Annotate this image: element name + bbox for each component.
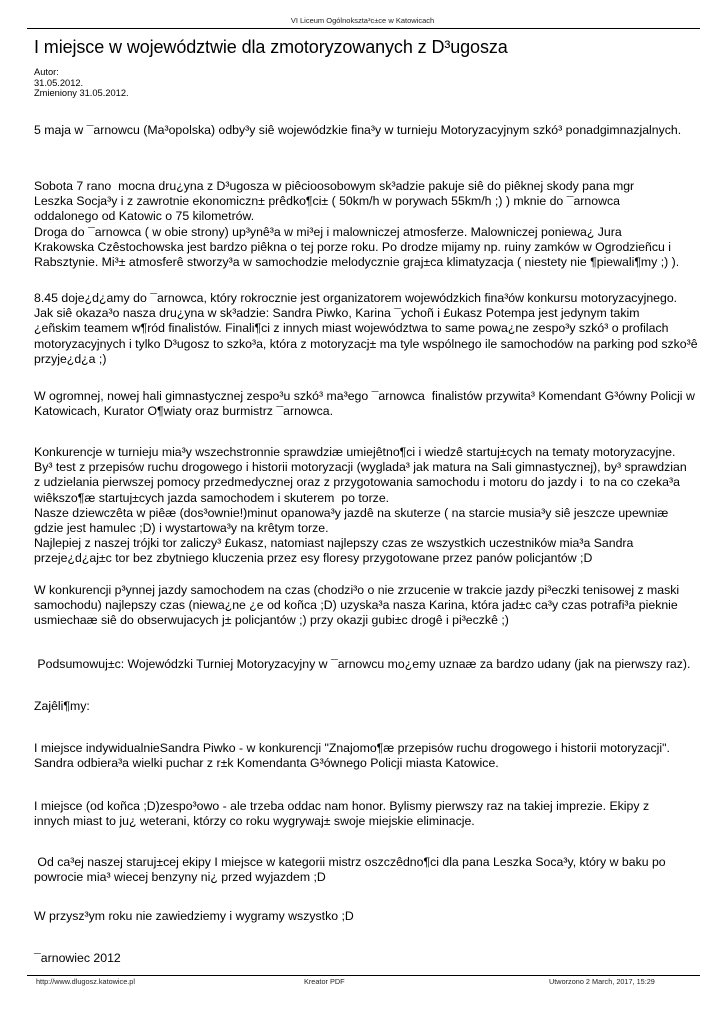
paragraph-line: Rabsztynie. Mi³± atmosferê stworzy³a w samochodzie melodycznie graj±ca klimatyzacja ( niestety nie ¶piewali¶my ;) ). — [34, 255, 680, 270]
paragraph-line: samochodu) najlepszy czas (niewa¿ne ¿e od koñca ;D) uzyska³a nasza Karina, która jad±c ca³y czas potrafi³a pieknie — [34, 598, 678, 613]
article-paragraph — [34, 799, 649, 829]
article-paragraph — [34, 583, 679, 629]
paragraph-line: Nasze dziewczêta w piêæ (dos³ownie!)minut opanowa³y jazdê na skuterze ( na starcie musia³y siê jeszcze upewniæ — [34, 505, 669, 520]
paragraph-line: Jak siê okaza³o nasza dru¿yna w sk³adzie: Sandra Piwko, Karina ¯ychoñ i £ukasz Potempa jest jedynym takim — [34, 306, 640, 321]
paragraph-line: By³ test z przepisów ruchu drogowego i historii motoryzacji (wyglada³ jak matura na Sali gimnastycznej), by³ sprawdzian — [34, 460, 687, 475]
paragraph-line: wiêkszo¶æ startuj±cych jazda samochodem i skuterem po torze. — [34, 490, 390, 505]
article-paragraph — [34, 389, 695, 419]
paragraph-line: przyje¿d¿a ;) — [34, 351, 107, 366]
paragraph-line: gdzie jest hamulec ;D) i wystartowa³y na krêtym torze. — [34, 521, 329, 536]
article-paragraph — [34, 951, 121, 966]
paragraph-line: Najlepiej z naszej trójki tor zaliczy³ £ukasz, natomiast najlepszy czas ze wszystkich uczestników mia³a Sandra — [34, 536, 634, 551]
paragraph-line: motoryzacyjnych i tylko D³ugosz to szko³a, która z motoryzacj± ma tyle wspólnego ile samochodów na parking pod szko³ê — [34, 336, 698, 351]
page-title: I miejsce w województwie dla zmotoryzowanych z D³ugosza — [34, 37, 508, 57]
paragraph-line: przeje¿d¿aj±c tor bez zbytniego kluczenia przez esy floresy przygotowane przez panów policjantów ;D — [34, 551, 593, 566]
article-paragraph — [34, 699, 90, 714]
article-paragraph — [34, 179, 679, 270]
site-header: VI Liceum Ogólnokszta³c±ce w Katowicach — [290, 16, 435, 25]
meta-date: 31.05.2012. — [34, 77, 84, 88]
paragraph-line: innych miast to ju¿ weterani, którzy co roku wygrywaj± swoje miejskie eliminacje. — [34, 814, 475, 829]
meta-author: Autor: — [34, 67, 59, 77]
paragraph-line: Sobota 7 rano mocna dru¿yna z D³ugosza w piêcioosobowym sk³adzie pakuje siê do piêknej skody pana mgr — [34, 179, 635, 193]
paragraph-line: z udzielania pierwszej pomocy przedmedycznej oraz z przygotowania samochodu i motoru do jazdy i to na co czeka³a — [34, 475, 680, 490]
paragraph-line: W ogromnej, nowej hali gimnastycznej zespo³u szkó³ ma³ego ¯arnowca finalistów przywita³ Komendant G³ówny Policji w — [34, 389, 695, 403]
paragraph-line: Leszka Socja³y i z zawrotnie ekonomiczn± prêdko¶ci± ( 50km/h w porywach 55km/h ;) ) mknie do ¯arnowca — [34, 194, 620, 209]
article-paragraph — [34, 855, 666, 885]
paragraph-line: Zajêli¶my: — [34, 699, 90, 713]
article-meta — [34, 67, 129, 99]
paragraph-line: oddalonego od Katowic o 75 kilometrów. — [34, 209, 255, 224]
paragraph-line: Konkurencje w turnieju mia³y wszechstronnie sprawdziæ umiejêtno¶ci i wiedzê startuj±cych na tematy motoryzacyjne. — [34, 445, 676, 459]
paragraph-line: W przysz³ym roku nie zawiedziemy i wygramy wszystko ;D — [34, 909, 354, 923]
meta-modified: Zmieniony 31.05.2012. — [34, 88, 129, 98]
paragraph-line: 5 maja w ¯arnowcu (Ma³opolska) odby³y siê wojewódzkie fina³y w turnieju Motoryzacyjnym szkó³ ponadgimnazjalnych. — [34, 123, 682, 137]
paragraph-line: Od ca³ej naszej staruj±cej ekipy I miejsce w kategorii mistrz oszczêdno¶ci dla pana Leszka Soca³y, który w baku po — [34, 855, 666, 869]
header-divider — [27, 28, 700, 29]
paragraph-line: Katowicach, Kurator O¶wiaty oraz burmistrz ¯arnowca. — [34, 404, 334, 419]
article-paragraph — [34, 291, 698, 367]
footer-divider — [27, 975, 700, 976]
paragraph-line: Podsumowuj±c: Wojewódzki Turniej Motoryzacyjny w ¯arnowcu mo¿emy uznaæ za bardzo udany (jak na pierwszy raz). — [34, 657, 691, 671]
paragraph-line: Droga do ¯arnowca ( w obie strony) up³ynê³a w mi³ej i malowniczej atmosferze. Malowniczej poniewa¿ Jura — [34, 224, 622, 239]
article-paragraph — [34, 741, 670, 771]
paragraph-line: I miejsce indywidualnieSandra Piwko - w konkurencji "Znajomo¶æ przepisów ruchu drogowego i historii motoryzacji". — [34, 741, 670, 755]
paragraph-line: ¯arnowiec 2012 — [34, 951, 121, 965]
paragraph-line: I miejsce (od koñca ;D)zespo³owo - ale trzeba oddac nam honor. Bylismy pierwszy raz na takiej imprezie. Ekipy z — [34, 799, 650, 813]
footer-generator: Kreator PDF — [304, 977, 345, 986]
footer-created: Utworzono 2 March, 2017, 15:29 — [549, 977, 655, 986]
paragraph-line: Krakowska Czêstochowska jest bardzo piêkna o tej porze roku. Po drodze mijamy np. ruiny zamków w Ogrodzieñcu i — [34, 239, 671, 254]
paragraph-line: Sandra odbiera³a wielki puchar z r±k Komendanta G³ównego Policji miasta Katowice. — [34, 756, 499, 771]
article-paragraph — [34, 909, 354, 924]
footer-url[interactable]: http://www.dlugosz.katowice.pl — [36, 977, 135, 986]
paragraph-line: W konkurencji p³ynnej jazdy samochodem na czas (chodzi³o o nie zrzucenie w trakcie jazdy pi³eczki tenisowej z maski — [34, 583, 680, 597]
article-paragraph — [34, 123, 681, 138]
paragraph-line: ¿eñskim teamem w¶ród finalistów. Finali¶ci z innych miast województwa to same powa¿ne zespo³y szkó³ o profilach — [34, 321, 669, 336]
paragraph-line: usmiechaæ siê do obserwujacych j± policjantów ;) przy okazji gubi±c drogê i pi³eczkê ;) — [34, 613, 509, 628]
article-paragraph — [34, 445, 687, 567]
paragraph-line: 8.45 doje¿d¿amy do ¯arnowca, który rokrocznie jest organizatorem wojewódzkich fina³ów konkursu motoryzacyjnego. — [34, 291, 678, 305]
article-paragraph — [34, 657, 690, 672]
paragraph-line: powrocie mia³ wiecej benzyny ni¿ przed wyjazdem ;D — [34, 870, 326, 885]
